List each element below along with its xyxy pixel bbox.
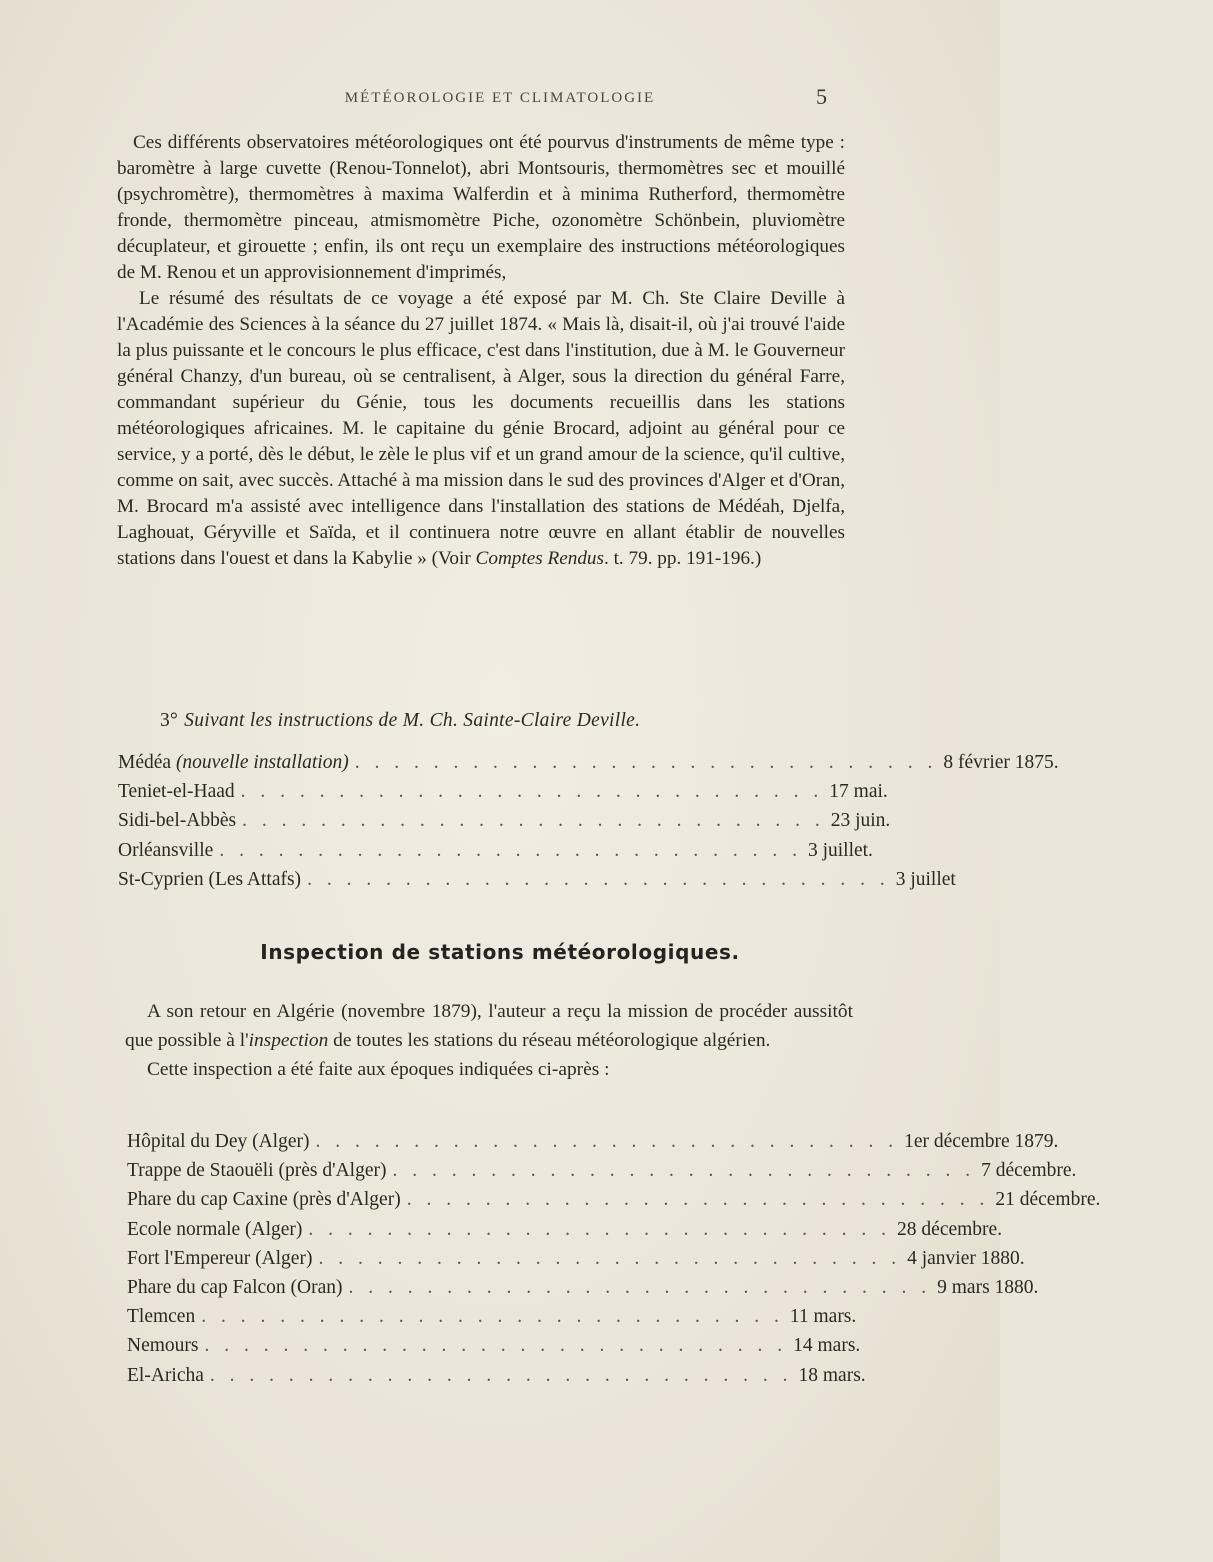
station-name: Hôpital du Dey (Alger)	[127, 1131, 310, 1152]
list-item	[127, 1361, 866, 1390]
list-item	[118, 777, 888, 806]
installation-date: 17 mai.	[829, 781, 888, 803]
station-name: Fort l'Empereur (Alger)	[127, 1247, 313, 1269]
installation-date: 8 février 1875.	[943, 752, 1059, 773]
list-item	[127, 1185, 1101, 1214]
list-item	[118, 865, 956, 894]
inspection-date: 9 mars 1880.	[937, 1276, 1039, 1298]
leader-dots: . . . . . . . . . . . . . . . . . . . . . . . . . . . . . .	[392, 1160, 976, 1182]
section-number: 3°	[160, 710, 179, 731]
inspection-intro-start: A son retour en Algérie (novembre 1879), l'auteur a reçu la mission de procéder aussitôt que possible à l'	[125, 1001, 853, 1051]
inspection-date: 14 mars.	[793, 1335, 861, 1357]
list-item	[127, 1302, 857, 1331]
installation-date: 23 juin.	[830, 810, 891, 832]
inspection-intro-end: de toutes les stations du réseau météorologique algérien.	[328, 1030, 771, 1051]
list-item	[118, 806, 891, 835]
station-name: Phare du cap Caxine (près d'Alger)	[127, 1189, 401, 1211]
leader-dots: . . . . . . . . . . . . . . . . . . . . . . . . . . . . . .	[209, 1364, 793, 1386]
reference-pages: . t. 79. pp. 191-196.)	[604, 548, 762, 569]
station-note: (nouvelle installation)	[175, 752, 349, 773]
leader-dots: . . . . . . . . . . . . . . . . . . . . . . . . . . . . . .	[219, 839, 802, 861]
list-item	[127, 1331, 861, 1360]
leader-dots: . . . . . . . . . . . . . . . . . . . . . . . . . . . . . .	[406, 1189, 990, 1211]
installation-date: 3 juillet	[895, 868, 956, 890]
inspection-date: 21 décembre.	[995, 1189, 1101, 1211]
leader-dots: . . . . . . . . . . . . . . . . . . . . . . . . . . . . . .	[354, 752, 938, 773]
list-item	[127, 1244, 1025, 1273]
inspection-date: 1er décembre 1879.	[904, 1131, 1059, 1152]
inspection-date: 7 décembre.	[981, 1160, 1077, 1182]
installations-list	[118, 748, 1059, 894]
inspection-date: 4 janvier 1880.	[907, 1247, 1025, 1269]
page-number: 5	[816, 84, 827, 109]
inspections-list	[127, 1127, 1101, 1390]
leader-dots: . . . . . . . . . . . . . . . . . . . . . . . . . . . . . .	[204, 1335, 788, 1357]
inspection-date: 11 mars.	[789, 1306, 857, 1328]
station-name: Tlemcen	[127, 1306, 196, 1328]
station-name: Trappe de Staouëli (près d'Alger)	[127, 1160, 387, 1182]
station-name: Ecole normale (Alger)	[127, 1218, 303, 1240]
leader-dots: . . . . . . . . . . . . . . . . . . . . . . . . . . . . . .	[240, 781, 824, 803]
inspection-lead: Cette inspection a été faite aux époques indiquées ci-après :	[147, 1059, 610, 1080]
list-item	[118, 836, 873, 865]
paragraph-deville	[117, 286, 845, 572]
section-title: Suivant les instructions de M. Ch. Sainte-Claire Deville.	[184, 710, 641, 731]
leader-dots: . . . . . . . . . . . . . . . . . . . . . . . . . . . . . .	[308, 1218, 892, 1240]
list-item	[127, 1215, 1003, 1244]
leader-dots: . . . . . . . . . . . . . . . . . . . . . . . . . . . . . .	[315, 1131, 899, 1152]
list-item	[127, 1273, 1039, 1302]
list-item	[127, 1127, 1059, 1156]
inspection-date: 28 décembre.	[897, 1218, 1003, 1240]
station-name: Teniet-el-Haad	[118, 781, 235, 803]
list-item	[127, 1156, 1077, 1185]
station-place: Médéa	[118, 752, 176, 773]
station-name: El-Aricha	[127, 1364, 204, 1386]
paragraph-deville-text: Le résumé des résultats de ce voyage a été exposé par M. Ch. Ste Claire Deville à l'Académie des Sciences à la séance du 27 juillet 1874. « Mais là, disait-il, où j'ai trouvé l'aide la plus puissante et le concours le plus efficace, c'est dans l'institution, due à M. le Gouverneur général Chanzy, d'un bureau, où se centralisent, à Alger, sous la direction du général Farre, commandant supérieur du Génie, tous les documents recueillis dans les stations météorologiques africaines. M. le capitaine du génie Brocard, adjoint au général pour ce service, y a porté, dès le début, le zèle le plus vif et un grand amour de la science, qu'il cultive, comme on sait, avec succès. Attaché à ma mission dans le sud des provinces d'Alger et d'Oran, M. Brocard m'a assisté avec intelligence dans l'installation des stations de Médéah, Djelfa, Laghouat, Géryville et Saïda, et il continuera notre œuvre en allant établir de nouvelles stations dans l'ouest et dans la Kabylie » (Voir	[117, 288, 845, 569]
leader-dots: . . . . . . . . . . . . . . . . . . . . . . . . . . . . . .	[307, 868, 890, 890]
station-name: Sidi-bel-Abbès	[118, 810, 237, 832]
paragraph-instruments: Ces différents observatoires météorologiques ont été pourvus d'instruments de même type : baromètre à large cuvette (Renou-Tonnelot), abri Montsouris, thermomètres sec et mouillé (psychromètre), thermomètres à maxima Walferdin et à minima Rutherford, thermomètre fronde, thermomètre pinceau, atmismomètre Piche, ozonomètre Schönbein, pluviomètre décuplateur, et girouette ; enfin, ils ont reçu un exemplaire des instructions météorologiques de M. Renou et un approvisionnement d'imprimés,	[117, 132, 845, 283]
inspection-intro-emphasis: inspection	[248, 1030, 329, 1051]
station-name: Phare du cap Falcon (Oran)	[127, 1276, 343, 1298]
inspection-date: 18 mars.	[798, 1364, 866, 1386]
inspection-heading: Inspection de stations météorologiques.	[260, 940, 740, 964]
leader-dots: . . . . . . . . . . . . . . . . . . . . . . . . . . . . . .	[201, 1306, 784, 1328]
station-name	[118, 748, 349, 777]
leader-dots: . . . . . . . . . . . . . . . . . . . . . . . . . . . . . .	[318, 1247, 902, 1269]
station-name: Orléansville	[118, 839, 214, 861]
station-name: Nemours	[127, 1335, 199, 1357]
leader-dots: . . . . . . . . . . . . . . . . . . . . . . . . . . . . . .	[242, 810, 825, 832]
section-heading	[160, 710, 800, 732]
inspection-intro	[125, 997, 853, 1055]
leader-dots: . . . . . . . . . . . . . . . . . . . . . . . . . . . . . .	[348, 1276, 932, 1298]
inspection-text	[125, 997, 853, 1084]
reference-title: Comptes Rendus	[475, 548, 604, 569]
installation-date: 3 juillet.	[807, 839, 873, 861]
running-title: MÉTÉOROLOGIE ET CLIMATOLOGIE	[344, 90, 656, 106]
body-text	[117, 130, 845, 572]
list-item	[118, 748, 1059, 777]
station-name: St-Cyprien (Les Attafs)	[118, 868, 302, 890]
